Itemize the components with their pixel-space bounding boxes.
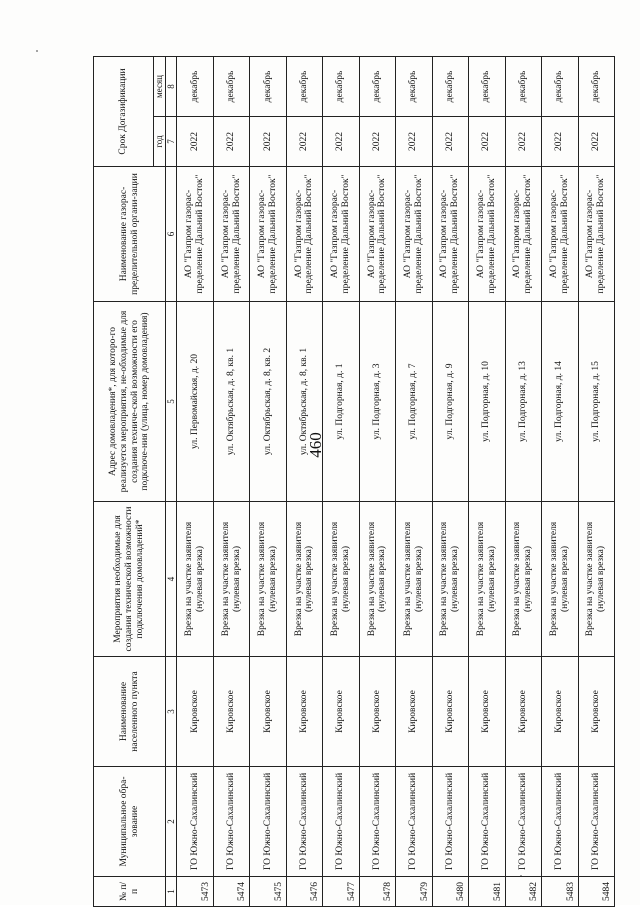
year-cell: 2022	[396, 117, 432, 167]
municipality-cell: ГО Южно-Сахалинский	[213, 767, 249, 877]
row-number: 5482	[505, 877, 541, 907]
year-cell: 2022	[432, 117, 468, 167]
settlement-cell: Кировское	[432, 657, 468, 767]
gasification-table	[93, 56, 615, 907]
measure-cell: Врезка на участке заявителя (нулевая врезка)	[213, 502, 249, 657]
address-cell: ул. Подгорная, д. 9	[432, 302, 468, 502]
year-cell: 2022	[359, 117, 395, 167]
col-number: 6	[166, 167, 177, 302]
month-cell: декабрь	[396, 57, 432, 117]
address-cell: ул. Подгорная, д. 15	[578, 302, 615, 502]
year-cell: 2022	[177, 117, 213, 167]
settlement-cell: Кировское	[469, 657, 505, 767]
header-settlement: Наименование населенного пункта	[94, 657, 166, 767]
row-number: 5476	[286, 877, 322, 907]
col-number: 8	[166, 57, 177, 117]
address-cell: ул. Подгорная, д. 10	[469, 302, 505, 502]
month-cell: декабрь	[323, 57, 359, 117]
row-number: 5473	[177, 877, 213, 907]
address-cell: ул. Октябрьская, д. 8, кв. 1	[286, 302, 322, 502]
address-cell: ул. Подгорная, д. 13	[505, 302, 541, 502]
municipality-cell: ГО Южно-Сахалинский	[177, 767, 213, 877]
address-cell: ул. Октябрьская, д. 8, кв. 2	[250, 302, 286, 502]
month-cell: декабрь	[505, 57, 541, 117]
address-cell: ул. Подгорная, д. 7	[396, 302, 432, 502]
table-row	[578, 57, 615, 907]
row-number: 5483	[542, 877, 578, 907]
row-number: 5478	[359, 877, 395, 907]
header-organization: Наименование газорас-пределительной органи-зации	[94, 167, 166, 302]
address-cell: ул. Первомайская, д. 20	[177, 302, 213, 502]
municipality-cell: ГО Южно-Сахалинский	[359, 767, 395, 877]
header-year: год	[154, 117, 166, 167]
table-row	[505, 57, 541, 907]
municipality-cell: ГО Южно-Сахалинский	[542, 767, 578, 877]
municipality-cell: ГО Южно-Сахалинский	[505, 767, 541, 877]
settlement-cell: Кировское	[359, 657, 395, 767]
table-row	[542, 57, 578, 907]
year-cell: 2022	[578, 117, 615, 167]
header-address: Адрес домовладения*, для которо-го реализуется мероприятия, не-обходимые для создания техниче-ской возможности его подключе-ния (улица, номер домовладения)	[94, 302, 166, 502]
column-number-row	[166, 57, 177, 907]
settlement-cell: Кировское	[286, 657, 322, 767]
address-cell: ул. Подгорная, д. 1	[323, 302, 359, 502]
measure-cell: Врезка на участке заявителя (нулевая врезка)	[250, 502, 286, 657]
col-number: 7	[166, 117, 177, 167]
col-number: 4	[166, 502, 177, 657]
month-cell: декабрь	[359, 57, 395, 117]
header-deadline: Срок Догазификации	[94, 57, 154, 167]
table-row	[177, 57, 213, 907]
month-cell: декабрь	[578, 57, 615, 117]
organization-cell: АО "Газпром газорас-пределение Дальний Восток"	[250, 167, 286, 302]
table-row	[359, 57, 395, 907]
table-row	[286, 57, 322, 907]
municipality-cell: ГО Южно-Сахалинский	[396, 767, 432, 877]
settlement-cell: Кировское	[396, 657, 432, 767]
settlement-cell: Кировское	[505, 657, 541, 767]
header-municipality: Муниципальное обра-зование	[94, 767, 166, 877]
col-number: 3	[166, 657, 177, 767]
year-cell: 2022	[250, 117, 286, 167]
settlement-cell: Кировское	[578, 657, 615, 767]
organization-cell: АО "Газпром газорас-пределение Дальний Восток"	[359, 167, 395, 302]
col-number: 5	[166, 302, 177, 502]
row-number: 5479	[396, 877, 432, 907]
month-cell: декабрь	[250, 57, 286, 117]
month-cell: декабрь	[469, 57, 505, 117]
row-number: 5475	[250, 877, 286, 907]
col-number: 2	[166, 767, 177, 877]
year-cell: 2022	[213, 117, 249, 167]
address-cell: ул. Октябрьская, д. 8, кв. 1	[213, 302, 249, 502]
year-cell: 2022	[505, 117, 541, 167]
organization-cell: АО "Газпром газорас-пределение Дальний Восток"	[286, 167, 322, 302]
table-row	[213, 57, 249, 907]
row-number: 5477	[323, 877, 359, 907]
year-cell: 2022	[469, 117, 505, 167]
year-cell: 2022	[542, 117, 578, 167]
municipality-cell: ГО Южно-Сахалинский	[323, 767, 359, 877]
month-cell: декабрь	[542, 57, 578, 117]
measure-cell: Врезка на участке заявителя (нулевая врезка)	[286, 502, 322, 657]
municipality-cell: ГО Южно-Сахалинский	[469, 767, 505, 877]
measure-cell: Врезка на участке заявителя (нулевая врезка)	[323, 502, 359, 657]
organization-cell: АО "Газпром газорас-пределение Дальний Восток"	[469, 167, 505, 302]
row-number: 5481	[469, 877, 505, 907]
measure-cell: Врезка на участке заявителя (нулевая врезка)	[505, 502, 541, 657]
municipality-cell: ГО Южно-Сахалинский	[578, 767, 615, 877]
address-cell: ул. Подгорная, д. 3	[359, 302, 395, 502]
measure-cell: Врезка на участке заявителя (нулевая врезка)	[177, 502, 213, 657]
organization-cell: АО "Газпром газорас-пределение Дальний Восток"	[542, 167, 578, 302]
row-number: 5480	[432, 877, 468, 907]
table-row	[469, 57, 505, 907]
address-cell: ул. Подгорная, д. 14	[542, 302, 578, 502]
measure-cell: Врезка на участке заявителя (нулевая врезка)	[359, 502, 395, 657]
measure-cell: Врезка на участке заявителя (нулевая врезка)	[578, 502, 615, 657]
table-row	[250, 57, 286, 907]
table-row	[432, 57, 468, 907]
month-cell: декабрь	[432, 57, 468, 117]
scan-speck	[36, 50, 38, 52]
settlement-cell: Кировское	[542, 657, 578, 767]
organization-cell: АО "Газпром газорас-пределение Дальний Восток"	[396, 167, 432, 302]
header-month: месяц	[154, 57, 166, 117]
settlement-cell: Кировское	[250, 657, 286, 767]
organization-cell: АО "Газпром газорас-пределение Дальний Восток"	[432, 167, 468, 302]
header-row-number: № п/п	[94, 877, 166, 907]
settlement-cell: Кировское	[177, 657, 213, 767]
measure-cell: Врезка на участке заявителя (нулевая врезка)	[396, 502, 432, 657]
month-cell: декабрь	[286, 57, 322, 117]
organization-cell: АО "Газпром газорас-пределение Дальний Восток"	[323, 167, 359, 302]
municipality-cell: ГО Южно-Сахалинский	[286, 767, 322, 877]
month-cell: декабрь	[213, 57, 249, 117]
municipality-cell: ГО Южно-Сахалинский	[250, 767, 286, 877]
year-cell: 2022	[286, 117, 322, 167]
settlement-cell: Кировское	[323, 657, 359, 767]
organization-cell: АО "Газпром газорас-пределение Дальний Восток"	[505, 167, 541, 302]
settlement-cell: Кировское	[213, 657, 249, 767]
year-cell: 2022	[323, 117, 359, 167]
month-cell: декабрь	[177, 57, 213, 117]
table-row	[396, 57, 432, 907]
page-number: 460	[306, 432, 325, 458]
measure-cell: Врезка на участке заявителя (нулевая врезка)	[469, 502, 505, 657]
organization-cell: АО "Газпром газорас-пределение Дальний Восток"	[578, 167, 615, 302]
municipality-cell: ГО Южно-Сахалинский	[432, 767, 468, 877]
header-measures: Мероприятия необходимые для создания технической возможности подключения домовладений*	[94, 502, 166, 657]
rotated-table-container	[93, 57, 615, 907]
measure-cell: Врезка на участке заявителя (нулевая врезка)	[542, 502, 578, 657]
row-number: 5484	[578, 877, 615, 907]
table-row	[323, 57, 359, 907]
organization-cell: АО "Газпром газорас-пределение Дальний Восток"	[177, 167, 213, 302]
col-number: 1	[166, 877, 177, 907]
row-number: 5474	[213, 877, 249, 907]
organization-cell: АО "Газпром газорас-пределение Дальний Восток"	[213, 167, 249, 302]
measure-cell: Врезка на участке заявителя (нулевая врезка)	[432, 502, 468, 657]
